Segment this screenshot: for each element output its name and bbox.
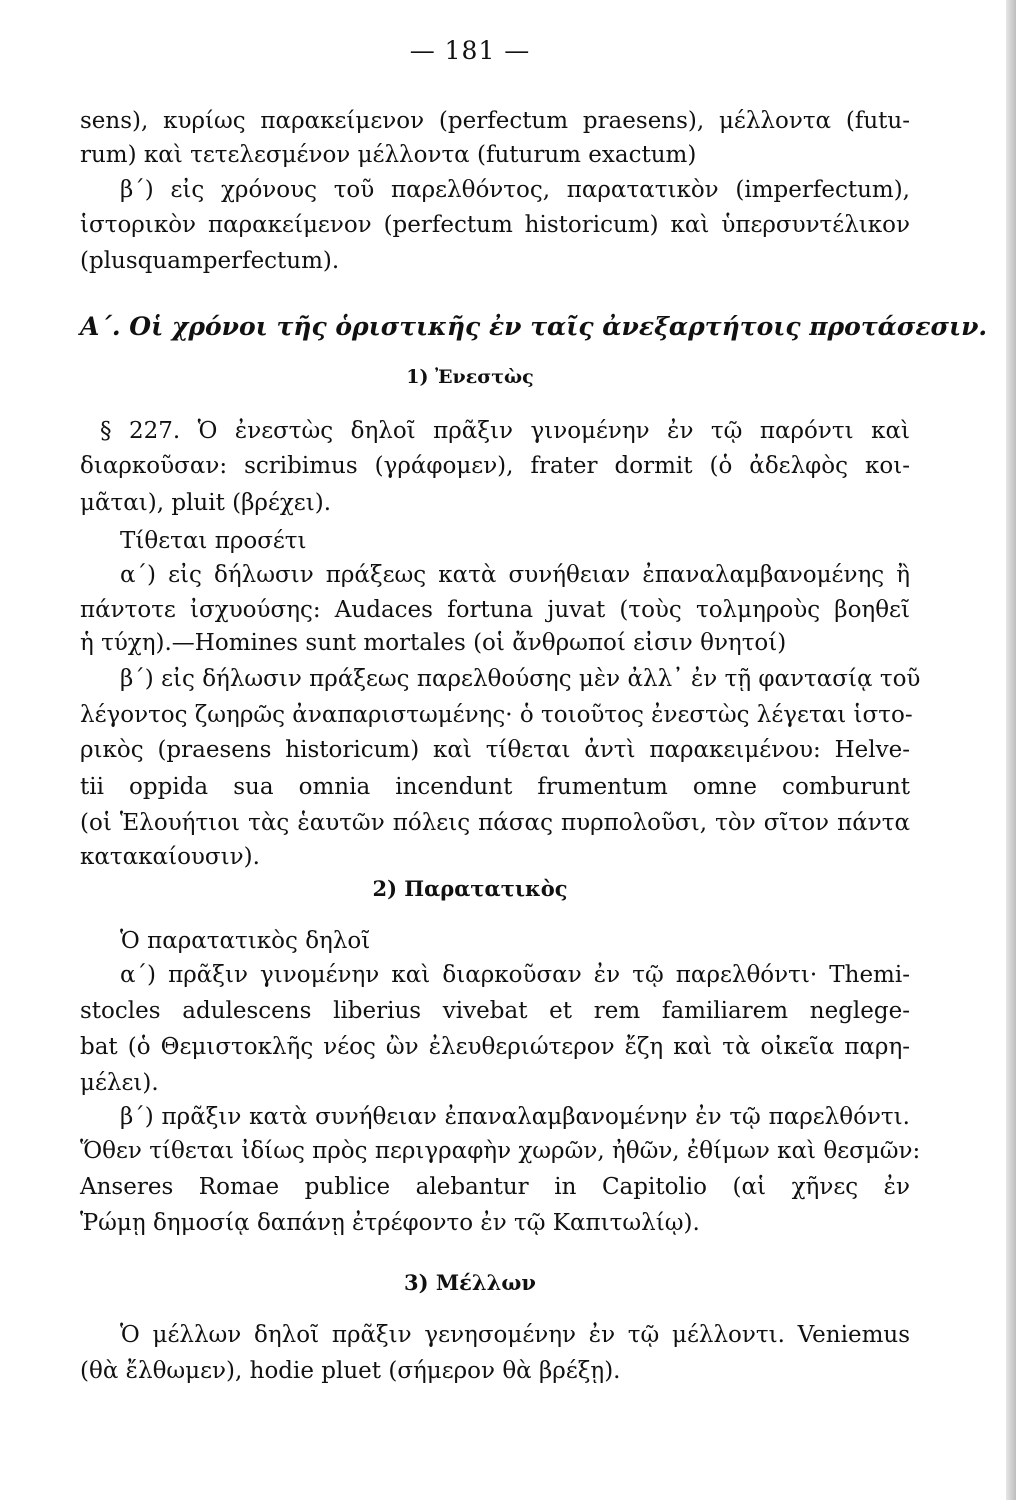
text-line: ρικὸς (praesens historicum) καὶ τίθεται ἀντὶ παρακειμένου: Helve- <box>80 737 910 763</box>
text-line: § 227. Ὁ ἐνεστὼς δηλοῖ πρᾶξιν γινομένην ἐν τῷ παρόντι καὶ <box>100 418 910 444</box>
text-line: ἡ τύχη).—Homines sunt mortales (οἱ ἄνθρωποί εἰσιν θνητοί) <box>80 630 787 656</box>
text-line: Ὁ παρατατικὸς δηλοῖ <box>120 928 371 954</box>
subsection-title-imperfect: 2) Παρατατικὸς <box>372 876 568 901</box>
text-line: β΄) πρᾶξιν κατὰ συνήθειαν ἐπαναλαμβανομένην ἐν τῷ παρελθόντι. <box>120 1104 910 1130</box>
text-line: β΄) εἰς δήλωσιν πράξεως παρελθούσης μὲν ἀλλ᾽ ἐν τῇ φαντασίᾳ τοῦ <box>120 666 921 692</box>
text-line: (plusquamperfectum). <box>80 248 340 274</box>
page-number: — 181 — <box>409 36 531 65</box>
text-line: (θὰ ἔλθωμεν), hodie pluet (σήμερον θὰ βρέξῃ). <box>80 1358 621 1384</box>
text-line: α΄) πρᾶξιν γινομένην καὶ διαρκοῦσαν ἐν τῷ παρελθόντι· Themi- <box>120 962 910 988</box>
text-line: sens), κυρίως παρακείμενον (perfectum praesens), μέλλοντα (futu- <box>80 108 910 134</box>
text-line: μέλει). <box>80 1070 159 1096</box>
text-line: Ὁ μέλλων δηλοῖ πρᾶξιν γενησομένην ἐν τῷ μέλλοντι. Veniemus <box>120 1322 910 1348</box>
text-line: κατακαίουσιν). <box>80 844 260 870</box>
text-line: bat (ὁ Θεμιστοκλῆς νέος ὢν ἐλευθεριώτερον ἔζη καὶ τὰ οἰκεῖα παρη- <box>80 1034 910 1060</box>
text-line: rum) καὶ τετελεσμένον μέλλοντα (futurum exactum) <box>80 142 697 168</box>
text-line: διαρκοῦσαν: scribimus (γράφομεν), frater dormit (ὁ ἀδελφὸς κοι- <box>80 453 910 479</box>
section-heading: Α΄. Οἱ χρόνοι τῆς ὁριστικῆς ἐν ταῖς ἀνεξαρτήτοις προτάσεσιν. <box>80 312 988 341</box>
text-line: μᾶται), pluit (βρέχει). <box>80 490 332 516</box>
text-line: λέγοντος ζωηρῶς ἀναπαριστωμένης· ὁ τοιοῦτος ἐνεστὼς λέγεται ἱστο- <box>80 702 913 728</box>
text-line: Anseres Romae publice alebantur in Capitolio (αἱ χῆνες ἐν <box>80 1174 910 1200</box>
subsection-title-future: 3) Μέλλων <box>404 1270 536 1295</box>
text-line: tii oppida sua omnia incendunt frumentum omne comburunt <box>80 774 910 800</box>
text-line: πάντοτε ἰσχυούσης: Audaces fortuna juvat (τοὺς τολμηροὺς βοηθεῖ <box>80 597 910 623</box>
text-line: Ὅθεν τίθεται ἰδίως πρὸς περιγραφὴν χωρῶν, ἠθῶν, ἐθίμων καὶ θεσμῶν: <box>80 1138 921 1164</box>
text-line: β΄) εἰς χρόνους τοῦ παρελθόντος, παρατατικὸν (imperfectum), <box>120 177 910 203</box>
page-edge-shadow <box>1006 0 1016 1500</box>
text-line: ἱστορικὸν παρακείμενον (perfectum historicum) καὶ ὑπερσυντέλικον <box>80 212 910 238</box>
text-line: stocles adulescens liberius vivebat et rem familiarem neglege- <box>80 998 910 1024</box>
text-line: α΄) εἰς δήλωσιν πράξεως κατὰ συνήθειαν ἐπαναλαμβανομένης ἢ <box>120 562 910 588</box>
text-line: (οἱ Ἑλουήτιοι τὰς ἑαυτῶν πόλεις πάσας πυρπολοῦσι, τὸν σῖτον πάντα <box>80 810 910 836</box>
text-line: Τίθεται προσέτι <box>120 528 307 554</box>
subsection-title-present: 1) Ἐνεστὼς <box>406 366 534 388</box>
text-line: Ῥώμῃ δημοσίᾳ δαπάνῃ ἐτρέφοντο ἐν τῷ Καπιτωλίῳ). <box>80 1210 700 1236</box>
